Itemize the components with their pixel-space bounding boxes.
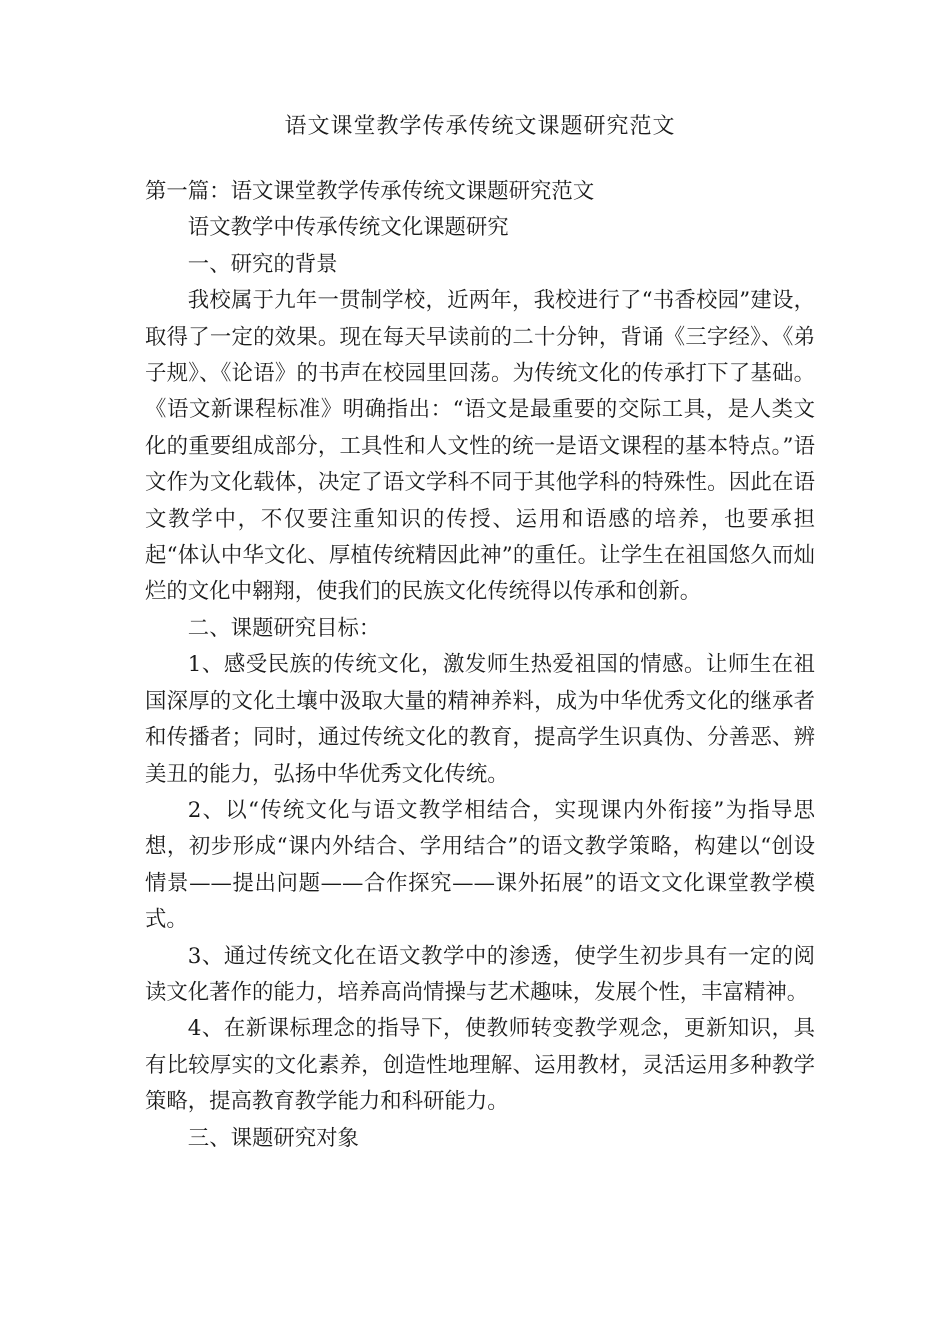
paragraph-background: 我校属于九年一贯制学校，近两年，我校进行了“书香校园”建设，取得了一定的效果。现在每天早读前的二十分钟，背诵《三字经》、《弟子规》、《论语》的书声在校园里回荡。为传统文化的传承打下了基础。《语文新课程标准》明确指出：“语文是最重要的交际工具，是人类文化的重要组成部分，工具性和人文性的统一是语文课程的基本特点。”语文作为文化载体，决定了语文学科不同于其他学科的特殊性。因此在语文教学中，不仅要注重知识的传授、运用和语感的培养，也要承担起“体认中华文化、厚植传统精因此神”的重任。让学生在祖国悠久而灿烂的文化中翱翔，使我们的民族文化传统得以传承和创新。 xyxy=(145,288,815,605)
document-body xyxy=(145,174,815,1157)
section-heading-subjects: 三、课题研究对象 xyxy=(187,1125,359,1151)
section-heading-goals: 二、课题研究目标： xyxy=(187,615,381,641)
paragraph-goal-4: 4、在新课标理念的指导下，使教师转变教学观念，更新知识，具有比较厚实的文化素养，创造性地理解、运用教材，灵活运用多种教学策略，提高教育教学能力和科研能力。 xyxy=(145,1016,815,1115)
document-title: 语文课堂教学传承传统文课题研究范文 xyxy=(284,114,676,139)
paragraph-goal-3: 3、通过传统文化在语文教学中的渗透，使学生初步具有一定的阅读文化著作的能力，培养高尚情操与艺术趣味，发展个性，丰富精神。 xyxy=(145,943,815,1005)
section-heading-part-one: 第一篇：语文课堂教学传承传统文课题研究范文 xyxy=(145,179,595,204)
paragraph-goal-2: 2、以“传统文化与语文教学相结合，实现课内外衔接”为指导思想，初步形成“课内外结合、学用结合”的语文教学策略，构建以“创设情景——提出问题——合作探究——课外拓展”的语文文化课堂教学模式。 xyxy=(145,797,815,933)
subtitle: 语文教学中传承传统文化课题研究 xyxy=(187,215,509,241)
section-heading-background: 一、研究的背景 xyxy=(187,251,338,277)
paragraph-goal-1: 1、感受民族的传统文化，激发师生热爱祖国的情感。让师生在祖国深厚的文化土壤中汲取大量的精神养料，成为中华优秀文化的继承者和传播者；同时，通过传统文化的教育，提高学生识真伪、分善恶、辨美丑的能力，弘扬中华优秀文化传统。 xyxy=(145,652,815,787)
